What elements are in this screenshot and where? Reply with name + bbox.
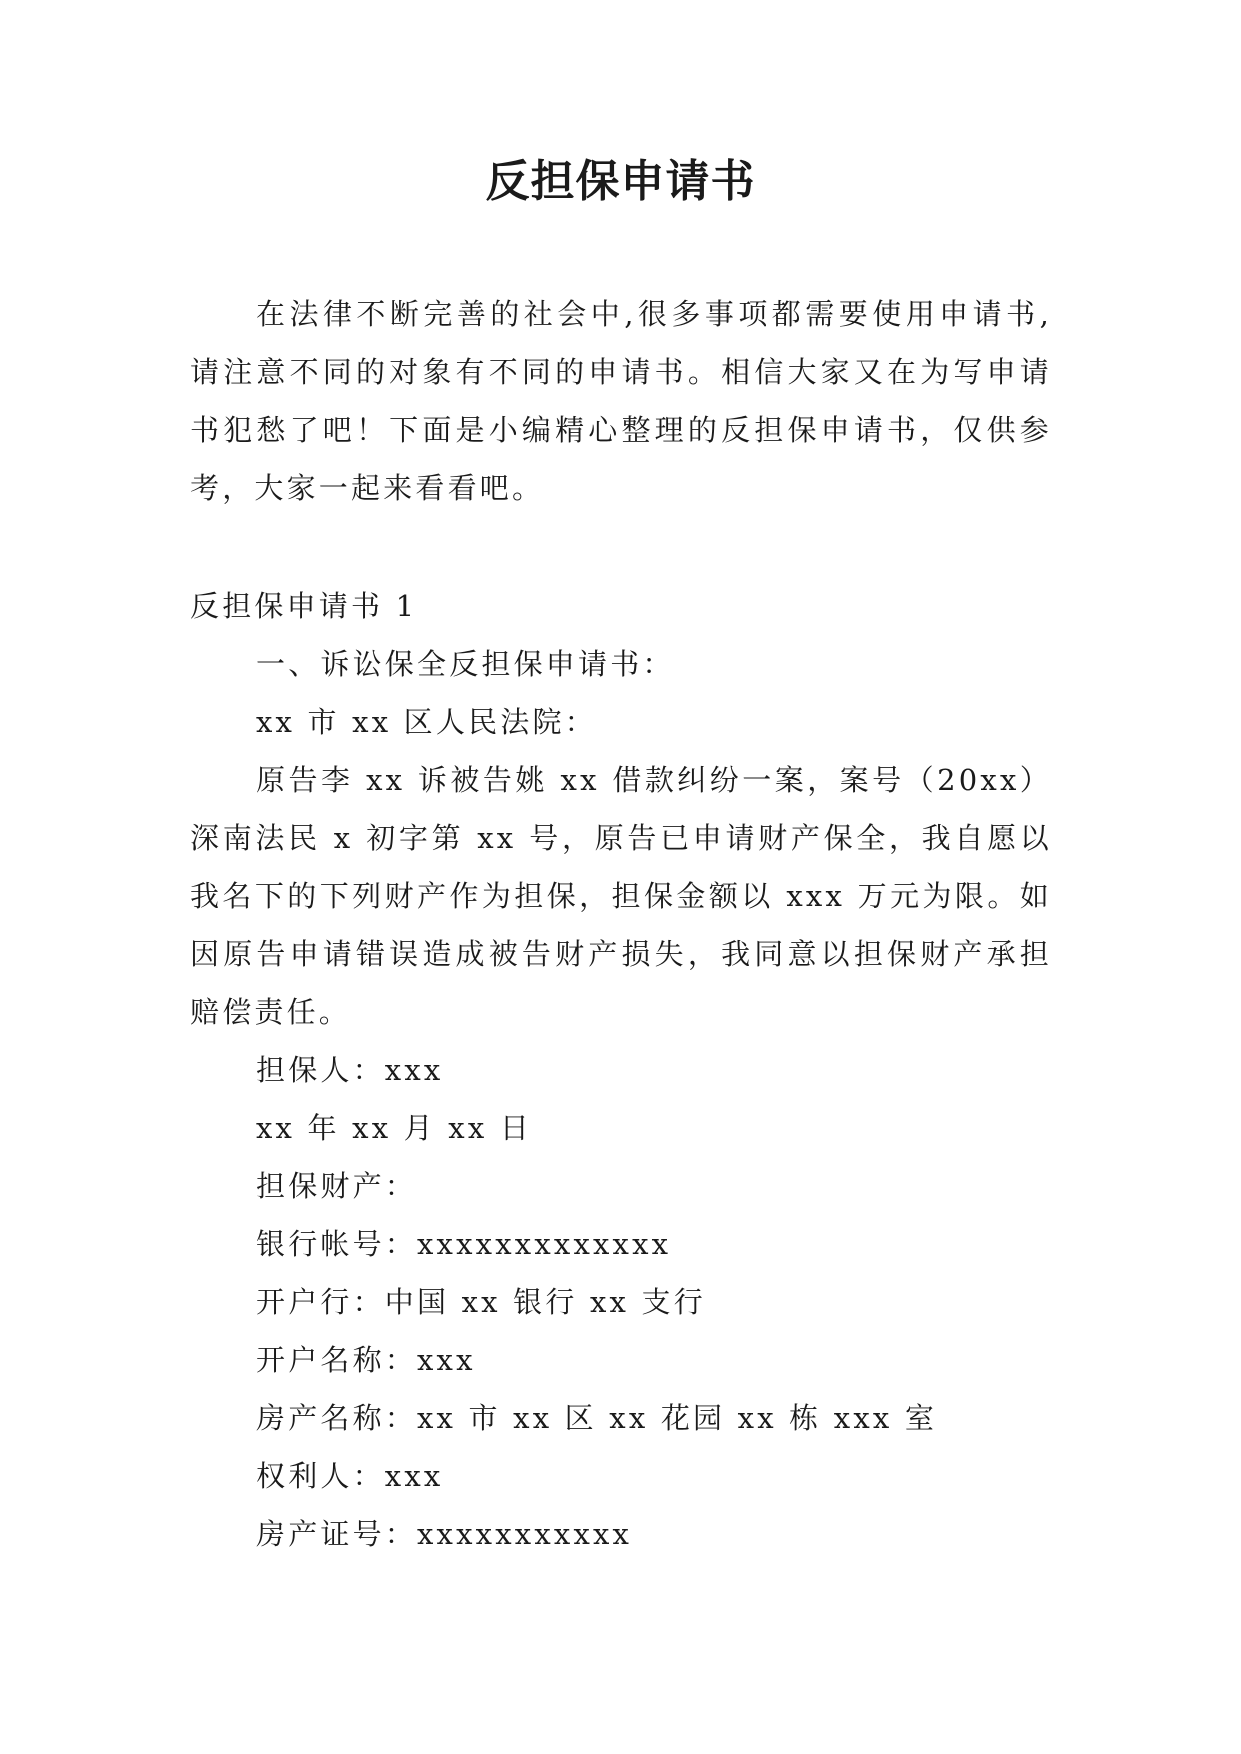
property-cert-line: 房产证号：xxxxxxxxxxx	[256, 1517, 633, 1551]
document-body	[190, 577, 1052, 1563]
bank-branch-line: 开户行：中国 xx 银行 xx 支行	[256, 1285, 706, 1319]
account-name-line: 开户名称：xxx	[256, 1343, 476, 1377]
bank-account-line: 银行帐号：xxxxxxxxxxxxx	[256, 1227, 672, 1261]
right-holder-line: 权利人：xxx	[256, 1459, 444, 1493]
subheading: 一、诉讼保全反担保申请书：	[256, 647, 675, 681]
property-name-line: 房产名称：xx 市 xx 区 xx 花园 xx 栋 xxx 室	[256, 1401, 938, 1435]
main-paragraph: 原告李 xx 诉被告姚 xx 借款纠纷一案，案号（20xx）深南法民 x 初字第 xx 号，原告已申请财产保全，我自愿以我名下的下列财产作为担保，担保金额以 xxx 万元为限。如因原告申请错误造成被告财产损失，我同意以担保财产承担赔偿责任。	[190, 763, 1052, 1029]
guarantor-line: 担保人：xxx	[256, 1053, 444, 1087]
date-line: xx 年 xx 月 xx 日	[256, 1111, 533, 1145]
property-heading: 担保财产：	[256, 1169, 418, 1203]
section-heading: 反担保申请书 1	[190, 589, 418, 623]
intro-paragraph: 在法律不断完善的社会中,很多事项都需要使用申请书,请注意不同的对象有不同的申请书。相信大家又在为写申请书犯愁了吧！下面是小编精心整理的反担保申请书，仅供参考，大家一起来看看吧。	[190, 297, 1052, 505]
document-title: 反担保申请书	[485, 156, 756, 207]
addressee: xx 市 xx 区人民法院：	[256, 705, 597, 739]
